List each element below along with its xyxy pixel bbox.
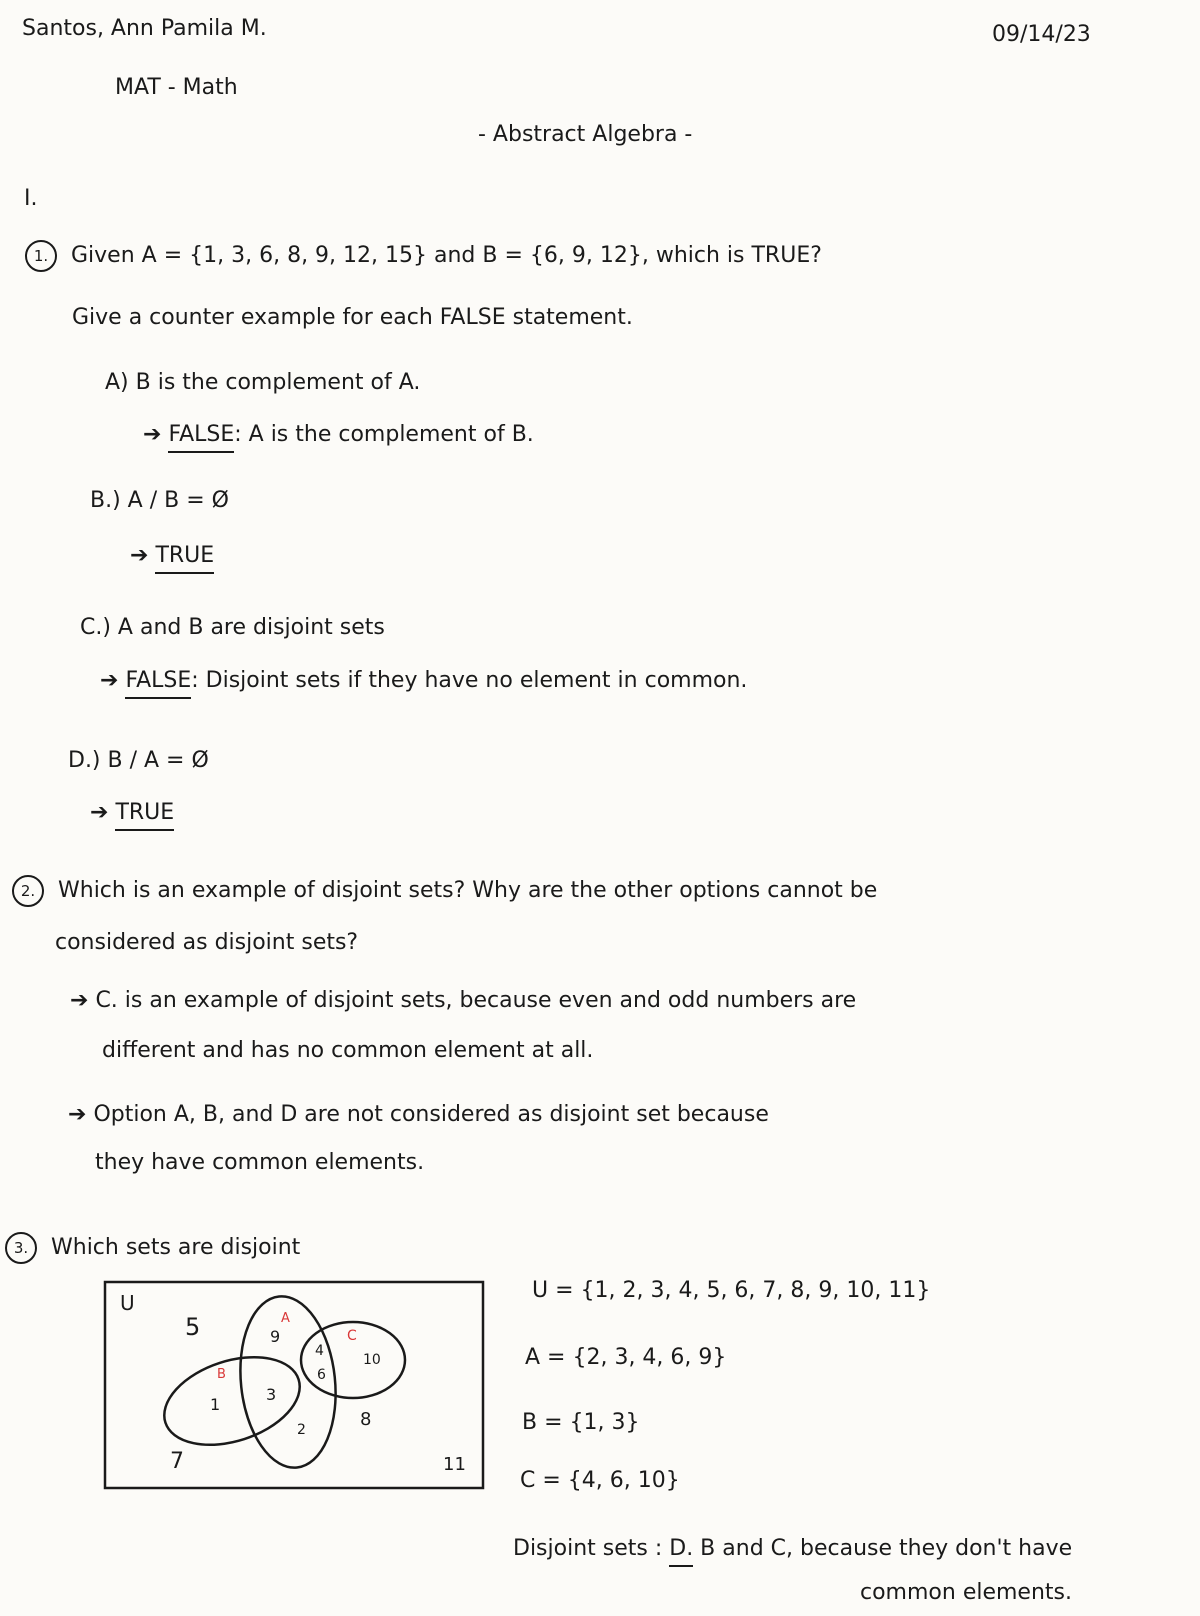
q2-answer-2-line-2: they have common elements. bbox=[95, 1150, 425, 1175]
venn-element: 1 bbox=[210, 1395, 221, 1414]
q3-answer-text: B and C, because they don't have bbox=[693, 1536, 1073, 1561]
student-name: Santos, Ann Pamila M. bbox=[22, 16, 267, 41]
venn-element: 3 bbox=[266, 1385, 277, 1404]
q1-reason-c: : Disjoint sets if they have no element in common. bbox=[191, 668, 748, 693]
q1-verdict-a: FALSE bbox=[168, 422, 234, 453]
set-b-ellipse bbox=[153, 1341, 311, 1460]
q1-statement-a: A) B is the complement of A. bbox=[105, 370, 421, 395]
set-a: A = {2, 3, 4, 6, 9} bbox=[525, 1345, 727, 1370]
q1-statement-c: C.) A and B are disjoint sets bbox=[80, 615, 385, 640]
q1-verdict-d: TRUE bbox=[115, 800, 174, 831]
q1-question-line-2: Give a counter example for each FALSE statement. bbox=[72, 305, 633, 330]
arrow-icon: ➔ bbox=[90, 800, 116, 825]
venn-element: 9 bbox=[270, 1327, 281, 1346]
q2-question-line-2: considered as disjoint sets? bbox=[55, 930, 359, 955]
arrow-icon: ➔ bbox=[68, 1102, 94, 1127]
venn-element: 7 bbox=[170, 1449, 184, 1474]
venn-element: 6 bbox=[317, 1367, 326, 1383]
q1-reason-a: : A is the complement of B. bbox=[234, 422, 534, 447]
venn-element: 8 bbox=[360, 1409, 372, 1430]
course: MAT - Math bbox=[115, 75, 238, 100]
q2-answer-1-line-2: different and has no common element at all. bbox=[102, 1038, 594, 1063]
q2-number: 2. bbox=[12, 875, 44, 907]
set-a-label: A bbox=[281, 1311, 290, 1326]
set-c: C = {4, 6, 10} bbox=[520, 1468, 680, 1493]
q3-text: Which sets are disjoint bbox=[51, 1235, 301, 1260]
venn-element: 5 bbox=[185, 1313, 201, 1341]
set-c-label: C bbox=[347, 1328, 357, 1344]
part-number: I. bbox=[24, 186, 38, 211]
q2-answer-2-line-1: Option A, B, and D are not considered as disjoint set because bbox=[93, 1102, 769, 1127]
q1-text: Given A = {1, 3, 6, 8, 9, 12, 15} and B = {6, 9, 12}, which is TRUE? bbox=[71, 243, 822, 268]
q2-answer-1-line-1: C. is an example of disjoint sets, because even and odd numbers are bbox=[95, 988, 857, 1013]
set-b-label: B bbox=[217, 1367, 226, 1382]
arrow-icon: ➔ bbox=[70, 988, 96, 1013]
venn-element: 10 bbox=[363, 1352, 381, 1368]
q1-verdict-c: FALSE bbox=[125, 668, 191, 699]
venn-element: 11 bbox=[443, 1454, 466, 1475]
set-b: B = {1, 3} bbox=[522, 1410, 640, 1435]
q1-number: 1. bbox=[25, 240, 57, 272]
q1-statement-b: B.) A / B = Ø bbox=[90, 488, 229, 513]
q3-answer-line-2: common elements. bbox=[860, 1580, 1072, 1605]
q3-answer-choice: D. bbox=[669, 1536, 693, 1567]
arrow-icon: ➔ bbox=[100, 668, 126, 693]
universe-box bbox=[105, 1282, 483, 1488]
arrow-icon: ➔ bbox=[130, 543, 156, 568]
venn-element: 4 bbox=[315, 1343, 324, 1359]
q1-statement-d: D.) B / A = Ø bbox=[68, 748, 209, 773]
q3-answer-line-1 bbox=[513, 1536, 1072, 1561]
date: 09/14/23 bbox=[992, 22, 1091, 47]
q3-answer-label: Disjoint sets : bbox=[513, 1536, 670, 1561]
q3-number: 3. bbox=[5, 1232, 37, 1264]
page-title: - Abstract Algebra - bbox=[478, 122, 693, 147]
set-u: U = {1, 2, 3, 4, 5, 6, 7, 8, 9, 10, 11} bbox=[532, 1278, 931, 1303]
venn-element: 2 bbox=[297, 1422, 306, 1438]
arrow-icon: ➔ bbox=[143, 422, 169, 447]
universe-label: U bbox=[120, 1291, 135, 1315]
q1-verdict-b: TRUE bbox=[155, 543, 214, 574]
q2-text: Which is an example of disjoint sets? Why are the other options cannot be bbox=[58, 878, 878, 903]
